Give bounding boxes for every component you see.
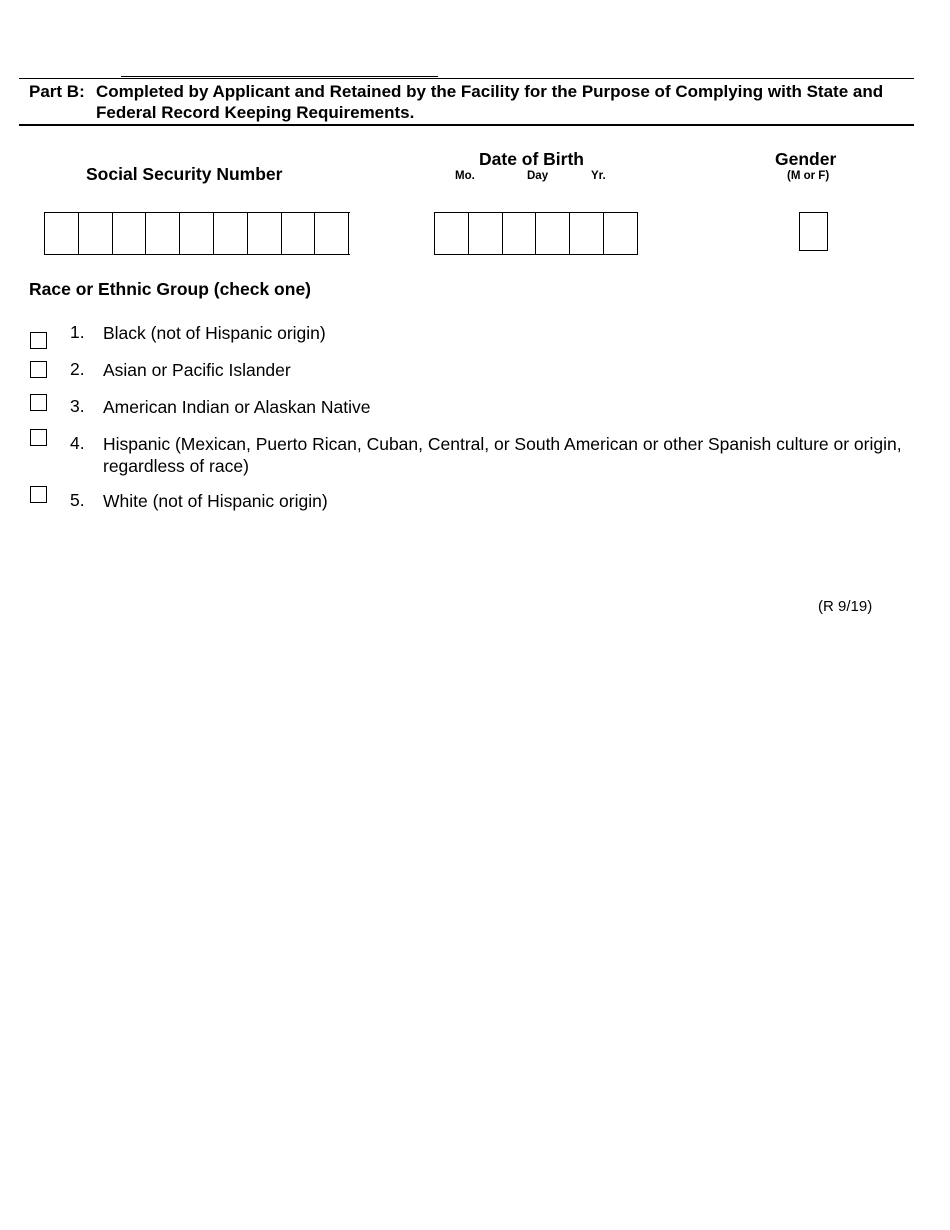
race-option-1-checkbox[interactable] xyxy=(30,332,47,349)
dob-digit-box[interactable] xyxy=(435,213,469,254)
dob-digit-box[interactable] xyxy=(604,213,638,254)
ssn-digit-box[interactable] xyxy=(282,213,316,254)
part-title: Completed by Applicant and Retained by the Facility for the Purpose of Complying with State and Federal Record Keeping Requirements. xyxy=(96,82,884,122)
dob-year-label: Yr. xyxy=(591,170,606,182)
race-option-3-label: American Indian or Alaskan Native xyxy=(103,397,371,417)
race-option-4-checkbox[interactable] xyxy=(30,429,47,446)
race-option-1-number: 1. xyxy=(70,322,85,342)
ssn-digit-box[interactable] xyxy=(180,213,214,254)
race-option-4-label: Hispanic (Mexican, Puerto Rican, Cuban, Central, or South American or other Spanish culture or origin, regardless of race) xyxy=(103,434,902,476)
ssn-digit-box[interactable] xyxy=(315,213,349,254)
race-heading: Race or Ethnic Group (check one) xyxy=(29,279,311,299)
race-option-4-number: 4. xyxy=(70,433,85,453)
race-option-2-label: Asian or Pacific Islander xyxy=(103,360,291,380)
race-option-5-number: 5. xyxy=(70,490,85,510)
ssn-digit-box[interactable] xyxy=(248,213,282,254)
dob-digit-box[interactable] xyxy=(536,213,570,254)
race-option-5-checkbox[interactable] xyxy=(30,486,47,503)
dob-month-label: Mo. xyxy=(455,170,475,182)
dob-label: Date of Birth xyxy=(479,149,584,169)
gender-input-box[interactable] xyxy=(799,212,828,251)
ssn-digit-box[interactable] xyxy=(79,213,113,254)
race-option-3-checkbox[interactable] xyxy=(30,394,47,411)
race-option-3-number: 3. xyxy=(70,396,85,416)
dob-input-boxes[interactable] xyxy=(434,212,638,255)
dob-digit-box[interactable] xyxy=(469,213,503,254)
dob-digit-box[interactable] xyxy=(570,213,604,254)
race-option-2-checkbox[interactable] xyxy=(30,361,47,378)
gender-sublabel: (M or F) xyxy=(787,170,830,182)
ssn-input-boxes[interactable] xyxy=(44,212,350,255)
top-signature-line xyxy=(121,76,438,77)
header-top-rule xyxy=(19,78,914,79)
ssn-digit-box[interactable] xyxy=(146,213,180,254)
ssn-digit-box[interactable] xyxy=(214,213,248,254)
ssn-digit-box[interactable] xyxy=(45,213,79,254)
ssn-digit-box[interactable] xyxy=(113,213,147,254)
part-label: Part B: xyxy=(29,82,85,101)
ssn-label: Social Security Number xyxy=(86,164,283,184)
dob-day-label: Day xyxy=(527,170,549,182)
race-option-1-label: Black (not of Hispanic origin) xyxy=(103,323,326,343)
gender-label: Gender xyxy=(775,149,837,169)
race-option-2-number: 2. xyxy=(70,359,85,379)
dob-digit-box[interactable] xyxy=(503,213,537,254)
race-option-5-label: White (not of Hispanic origin) xyxy=(103,491,328,511)
header-bottom-rule xyxy=(19,124,914,126)
revision-code: (R 9/19) xyxy=(818,598,873,615)
